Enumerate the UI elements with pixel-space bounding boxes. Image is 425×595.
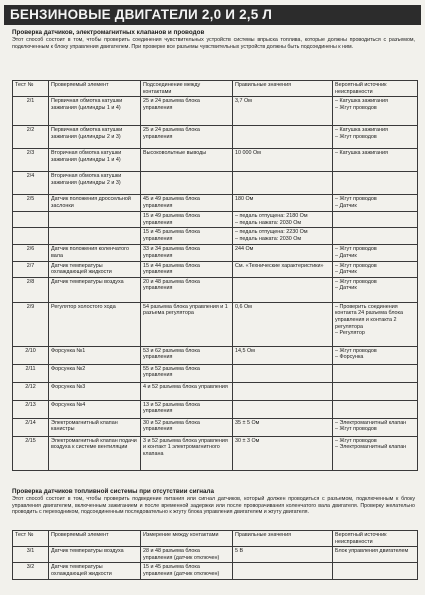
table-cell: 28 и 48 разъема блока управления (датчик отключен) (141, 547, 233, 563)
table-cell: 20 и 48 разъема блока управления (141, 277, 233, 302)
table-row (13, 400, 418, 418)
section1-intro: Этот способ состоит в том, чтобы проверить соединения чувствительных устройств системы впрыска топлива, которые должны проводиться с разъемом, подключенным к блоку управления двигателем. При проверке все разъемы чувствительных устройств должны быть подсоединены к ним. (12, 37, 415, 50)
table-cell: Форсунка №3 (49, 382, 141, 400)
table-cell: 30 ± 3 Ом (233, 436, 333, 470)
table-cell (141, 172, 233, 195)
test-table-2 (12, 530, 418, 580)
table-cell: 3,7 Ом (233, 97, 333, 126)
table-cell: 35 ± 5 Ом (233, 418, 333, 436)
table-cell: 30 и 52 разъема блока управления (141, 418, 233, 436)
table-row (13, 245, 418, 261)
table-cell: 244 Ом (233, 245, 333, 261)
table-cell: – Катушка зажигания – Жгут проводов (333, 126, 418, 149)
table-cell: 180 Ом (233, 195, 333, 212)
table-cell: – Жгут проводов – Датчик (333, 245, 418, 261)
table-cell: 2/11 (13, 364, 49, 382)
table-cell: 2/6 (13, 245, 49, 261)
table2-header-row (13, 531, 418, 547)
table-cell: Вторичная обмотка катушки зажигания (цилиндры 2 и 3) (49, 172, 141, 195)
table-cell: Первичная обмотка катушки зажигания (цилиндры 1 и 4) (49, 97, 141, 126)
table-cell: – Жгут проводов – Датчик (333, 261, 418, 277)
table-cell: – Жгут проводов – Форсунка (333, 346, 418, 364)
table-cell: 33 и 34 разъема блока управления (141, 245, 233, 261)
table-cell: Вторичная обмотка катушки зажигания (цилиндры 1 и 4) (49, 149, 141, 172)
table-cell: – Жгут проводов – Датчик (333, 277, 418, 302)
table1-header-row (13, 81, 418, 97)
table-cell: 2/13 (13, 400, 49, 418)
table-row (13, 364, 418, 382)
table-row (13, 228, 418, 245)
table-cell: 2/14 (13, 418, 49, 436)
column-header: Правильные значения (233, 531, 333, 547)
column-header: Правильные значения (233, 81, 333, 97)
section2-title: Проверка датчиков топливной системы при отсутствии сигнала (12, 488, 215, 495)
table-cell: 2/4 (13, 172, 49, 195)
table-row (13, 302, 418, 346)
table-row (13, 382, 418, 400)
table-cell: Форсунка №1 (49, 346, 141, 364)
table-cell: Датчик положения дроссельной заслонки (49, 195, 141, 212)
table-row (13, 563, 418, 579)
table-cell: 2/1 (13, 97, 49, 126)
table-cell: 5 В (233, 547, 333, 563)
table-cell: Форсунка №2 (49, 364, 141, 382)
table-cell: 2/15 (13, 436, 49, 470)
table-row (13, 212, 418, 228)
table-cell (333, 212, 418, 228)
table-row (13, 277, 418, 302)
table-cell: 2/7 (13, 261, 49, 277)
table-cell: 15 и 45 разъема блока управления (датчик отключен) (141, 563, 233, 579)
table-cell: 2/5 (13, 195, 49, 212)
table-cell: 3/2 (13, 563, 49, 579)
column-header: Проверяемый элемент (49, 531, 141, 547)
table-row (13, 149, 418, 172)
table-row (13, 418, 418, 436)
table-cell: 54 разъема блока управления и 1 разъема регулятора (141, 302, 233, 346)
table-cell: 15 и 44 разъема блока управления (141, 261, 233, 277)
table-cell: 2/12 (13, 382, 49, 400)
table-cell: – Проверить соединения контакта 24 разъема блока управления и контакта 2 регулятора – Регулятор (333, 302, 418, 346)
column-header: Проверяемый элемент (49, 81, 141, 97)
column-header: Измерение между контактами (141, 531, 233, 547)
table-cell: Датчик положения коленчатого вала (49, 245, 141, 261)
table-row (13, 436, 418, 470)
table-cell: 45 и 49 разъема блока управления (141, 195, 233, 212)
table-cell: 2/10 (13, 346, 49, 364)
table-cell (333, 172, 418, 195)
table-cell (233, 126, 333, 149)
table-cell (233, 277, 333, 302)
table-cell: См. «Технические характеристики» (233, 261, 333, 277)
column-header: Подсоединение между контактами (141, 81, 233, 97)
table-row (13, 261, 418, 277)
table-cell: – Электромагнитный клапан – Жгут проводов (333, 418, 418, 436)
table-cell: 14,5 Ом (233, 346, 333, 364)
test-table-1 (12, 80, 418, 471)
table-row (13, 346, 418, 364)
table-cell (233, 400, 333, 418)
table-cell: 15 и 49 разъема блока управления (141, 212, 233, 228)
table-cell (49, 212, 141, 228)
section1-title: Проверка датчиков, электромагнитных клапанов и проводов (12, 29, 205, 36)
table-cell: Электромагнитный клапан канистры (49, 418, 141, 436)
table-cell: 25 и 24 разъема блока управления (141, 126, 233, 149)
column-header: Тест № (13, 531, 49, 547)
table-cell: 55 и 52 разъема блока управления (141, 364, 233, 382)
table-cell: 3 и 52 разъема блока управления и контакт 1 электромагнитного клапана (141, 436, 233, 470)
table-cell: Датчик температуры охлаждающей жидкости (49, 261, 141, 277)
table-cell: Датчик температуры охлаждающей жидкости (49, 563, 141, 579)
table-cell: Датчик температуры воздуха (49, 547, 141, 563)
table-cell: 10 000 Ом (233, 149, 333, 172)
table-cell: Форсунка №4 (49, 400, 141, 418)
table-cell (333, 364, 418, 382)
column-header: Тест № (13, 81, 49, 97)
table-row (13, 547, 418, 563)
table-cell: 2/2 (13, 126, 49, 149)
table-cell: 2/9 (13, 302, 49, 346)
column-header: Вероятный источник неисправности (333, 531, 418, 547)
table-cell: 25 и 24 разъема блока управления (141, 97, 233, 126)
table-cell: – педаль отпущена: 2230 Ом – педаль нажата: 2030 Ом (233, 228, 333, 245)
table-cell: – педаль отпущена: 2180 Ом – педаль нажата: 2030 Ом (233, 212, 333, 228)
table-cell: – Жгут проводов – Датчик (333, 195, 418, 212)
table-cell: 3/1 (13, 547, 49, 563)
table-cell: Датчик температуры воздуха (49, 277, 141, 302)
table-cell: Высоковольтные выводы (141, 149, 233, 172)
table-cell (233, 364, 333, 382)
table-cell: 2/8 (13, 277, 49, 302)
table-cell (49, 228, 141, 245)
table-cell (13, 212, 49, 228)
table-row (13, 97, 418, 126)
table-cell (333, 382, 418, 400)
table-cell: Регулятор холостого хода (49, 302, 141, 346)
page-header: БЕНЗИНОВЫЕ ДВИГАТЕЛИ 2,0 И 2,5 Л (4, 5, 421, 25)
table-cell: 15 и 45 разъема блока управления (141, 228, 233, 245)
table-cell (333, 563, 418, 579)
table-cell: Электромагнитный клапан подачи воздуха к системе вентиляции (49, 436, 141, 470)
table-cell: Блок управления двигателем (333, 547, 418, 563)
column-header: Вероятный источник неисправности (333, 81, 418, 97)
table-cell: – Катушка зажигания (333, 149, 418, 172)
table-cell: 0,6 Ом (233, 302, 333, 346)
table-cell: 4 и 52 разъема блока управления (141, 382, 233, 400)
section2-intro: Этот способ состоит в том, чтобы проверить подведение питания или сигнал датчиков, который должен проводиться с разъемом, подключенным к блоку управления двигателем, включенным зажиганием и после временной задержки или после проворачивания коленчатого вала двигателя. Проверку желательно проводить с переходником, подсоединенным последовательно к жгуту блока управления двигателем и жгуту двигателя. (12, 496, 415, 516)
table-cell (233, 563, 333, 579)
table-cell (333, 400, 418, 418)
table-row (13, 126, 418, 149)
table-cell (233, 172, 333, 195)
table-row (13, 195, 418, 212)
table-cell (13, 228, 49, 245)
table-cell (333, 228, 418, 245)
table-cell: 13 и 52 разъема блока управления (141, 400, 233, 418)
table-cell: – Катушка зажигания – Жгут проводов (333, 97, 418, 126)
table-cell: Первичная обмотка катушки зажигания (цилиндры 2 и 3) (49, 126, 141, 149)
table-row (13, 172, 418, 195)
table-cell: – Жгут проводов – Электромагнитный клапан (333, 436, 418, 470)
table-cell: 53 и 62 разъема блока управления (141, 346, 233, 364)
table-cell: 2/3 (13, 149, 49, 172)
table-cell (233, 382, 333, 400)
